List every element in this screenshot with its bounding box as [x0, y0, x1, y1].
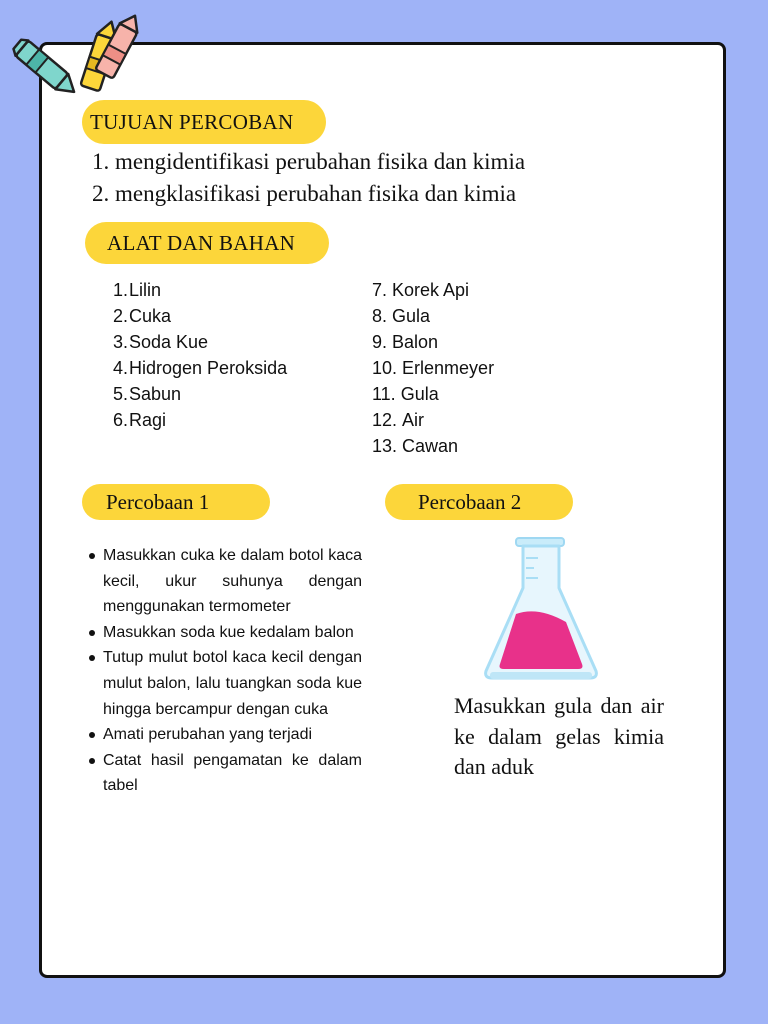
list-item: [106, 277, 356, 303]
material-name: Gula: [392, 306, 431, 326]
list-item: [106, 329, 356, 355]
step-text: Catat hasil pengamatan ke dalam tabel: [103, 751, 362, 795]
section-title-alat: [85, 222, 329, 264]
material-number: 5.: [112, 384, 128, 404]
section-title-alat-label: ALAT DAN BAHAN: [107, 230, 296, 255]
list-item: [92, 178, 692, 210]
list-item: [85, 722, 362, 748]
material-name: Cawan: [402, 436, 459, 456]
material-number: 1.: [112, 280, 128, 300]
material-number: 4.: [112, 358, 128, 378]
bullet-icon: [89, 758, 95, 764]
goal-number: 1.: [92, 149, 110, 174]
goal-text: mengklasifikasi perubahan fisika dan kimia: [115, 181, 517, 206]
material-number: 2.: [112, 306, 128, 326]
material-number: 3.: [112, 332, 128, 352]
list-item: [85, 620, 362, 646]
step-text: Masukkan soda kue kedalam balon: [103, 623, 354, 641]
material-name: Ragi: [129, 410, 167, 430]
bullet-icon: [89, 553, 95, 559]
list-item: [372, 329, 622, 355]
section-title-tujuan-label: TUJUAN PERCOBAN: [90, 109, 294, 134]
material-name: Air: [402, 410, 425, 430]
material-name: Balon: [392, 332, 439, 352]
step-text: Masukkan cuka ke dalam botol kaca kecil, ukur suhunya dengan menggunakan termometer: [103, 547, 362, 616]
material-name: Lilin: [129, 280, 162, 300]
list-item: [372, 407, 622, 433]
list-item: [106, 355, 356, 381]
materials-list-left: [106, 277, 356, 433]
goals-list: [92, 146, 692, 210]
percobaan-2-instruction: Masukkan gula dan air ke dalam gelas kimia dan aduk: [454, 693, 664, 779]
material-name: Erlenmeyer: [402, 358, 495, 378]
material-name: Cuka: [129, 306, 172, 326]
material-number: 10.: [372, 358, 398, 378]
material-number: 11.: [372, 384, 396, 404]
list-item: [372, 433, 622, 459]
section-title-percobaan-1: [82, 484, 270, 520]
list-item: [372, 381, 622, 407]
section-title-percobaan-2: [385, 484, 573, 520]
section-title-percobaan-1-label: Percobaan 1: [106, 489, 210, 514]
list-item: [85, 543, 362, 620]
list-item: [106, 407, 356, 433]
step-text: Tutup mulut botol kaca kecil dengan mulut balon, lalu tuangkan soda kue hingga bercampur dengan cuka: [103, 649, 362, 718]
material-name: Sabun: [129, 384, 182, 404]
materials-list-right: [372, 277, 622, 459]
list-item: [106, 381, 356, 407]
material-number: 6.: [112, 410, 128, 430]
list-item: [92, 146, 692, 178]
erlenmeyer-flask-icon: [478, 536, 604, 681]
material-number: 8.: [372, 306, 388, 326]
goal-text: mengidentifikasi perubahan fisika dan kimia: [115, 149, 526, 174]
bullet-icon: [89, 732, 95, 738]
percobaan-1-steps: [85, 543, 362, 799]
crayons-icon: [8, 2, 148, 106]
material-number: 9.: [372, 332, 388, 352]
material-name: Gula: [400, 384, 439, 404]
step-text: Amati perubahan yang terjadi: [103, 726, 313, 744]
material-name: Soda Kue: [129, 332, 209, 352]
goal-number: 2.: [92, 181, 110, 206]
material-number: 12.: [372, 410, 398, 430]
bullet-icon: [89, 655, 95, 661]
material-number: 7.: [372, 280, 388, 300]
section-title-percobaan-2-label: Percobaan 2: [418, 489, 522, 514]
list-item: [372, 355, 622, 381]
material-name: Korek Api: [392, 280, 470, 300]
list-item: [85, 645, 362, 722]
section-title-tujuan: [82, 100, 326, 144]
bullet-icon: [89, 630, 95, 636]
list-item: [372, 277, 622, 303]
material-name: Hidrogen Peroksida: [129, 358, 288, 378]
list-item: [372, 303, 622, 329]
list-item: [85, 748, 362, 799]
list-item: [106, 303, 356, 329]
material-number: 13.: [372, 436, 398, 456]
